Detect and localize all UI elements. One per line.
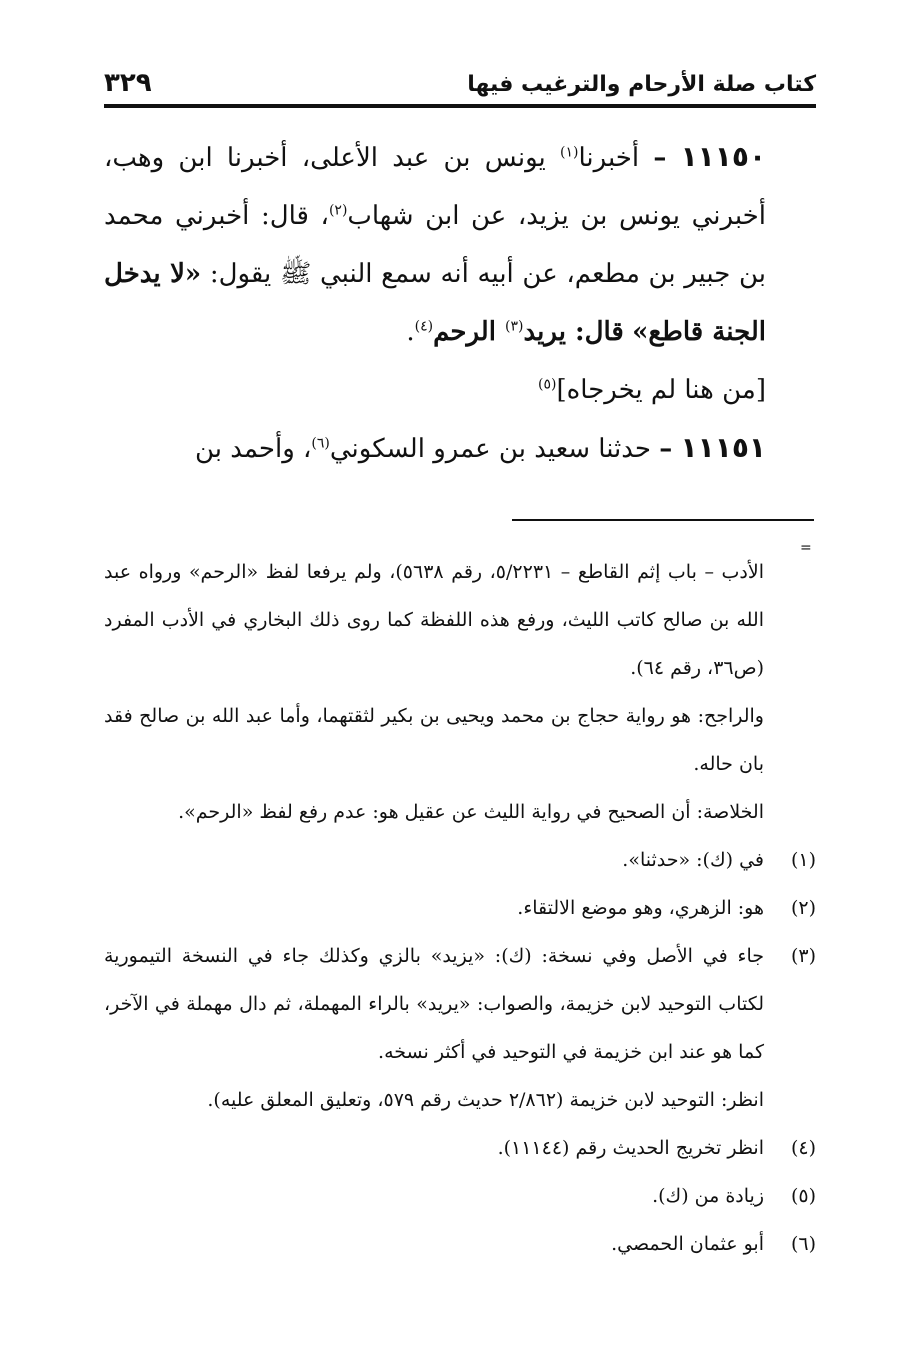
footnote-text: انظر: التوحيد لابن خزيمة (٢/٨٦٢ حديث رقم ٥٧٩، وتعليق المعلق عليه). <box>207 1089 764 1111</box>
dash: – <box>653 143 667 173</box>
footnote <box>104 884 816 932</box>
footnote-number <box>764 1076 816 1124</box>
hadith-text: أخبرنا <box>578 143 640 173</box>
main-text <box>104 128 816 478</box>
footnote-text: انظر تخريج الحديث رقم (١١١٤٤). <box>497 1137 764 1159</box>
footnotes <box>104 548 816 1268</box>
footnote-number: (٦) <box>790 1233 816 1255</box>
editor-insertion <box>104 361 816 419</box>
hadith-number: ١١١٥١ <box>680 431 766 464</box>
hadith-number: ١١١٥٠ <box>680 140 767 173</box>
footnote-ref: (٤) <box>414 318 434 335</box>
footnote-number: (١) <box>790 849 816 871</box>
page-number: ٣٢٩ <box>104 68 152 98</box>
footnote <box>104 1076 816 1124</box>
footnote-text: زيادة من (ك). <box>652 1185 764 1207</box>
footnote <box>104 836 816 884</box>
footnote-ref: (١) <box>559 144 579 161</box>
hadith-text: . <box>406 317 415 347</box>
hadith-text: ، وأحمد بن <box>194 434 312 464</box>
footnote <box>104 1124 816 1172</box>
hadith-text: يونس بن عبد الأعلى، أخبرنا ابن وهب، أخبرني يونس بن يزيد، عن ابن شهاب <box>104 143 766 231</box>
footnote-ref: (٢) <box>328 202 348 219</box>
chapter-title: كتاب صلة الأرحام والترغيب فيها <box>467 72 816 97</box>
footnote-text: في (ك): «حدثنا». <box>622 849 764 871</box>
footnote-separator <box>512 519 814 521</box>
footnote-ref: (٥) <box>538 376 557 393</box>
footnote-number: (٣) <box>790 945 816 967</box>
footnote <box>104 932 816 1076</box>
hadith-11151 <box>104 419 816 478</box>
footnote-ref: (٦) <box>311 435 330 452</box>
footnote-continuation: الأدب – باب إثم القاطع – ٥/٢٢٣١، رقم ٥٦٣٨)، ولم يرفعا لفظ «الرحم» ورواه عبد الله بن صالح كاتب الليث، ورفع هذه اللفظة كما روى ذلك البخاري في الأدب المفرد (ص٣٦، رقم ٦٤). <box>104 561 764 679</box>
footnote-text: أبو عثمان الحمصي. <box>611 1233 764 1255</box>
hadith-text <box>624 317 632 347</box>
hadith-text: حدثنا سعيد بن عمرو السكوني <box>329 434 652 464</box>
prophetic-quote: «لا يدخل الجنة قاطع» <box>104 259 766 347</box>
continuation-mark: = <box>800 540 812 556</box>
footnote <box>104 1220 816 1268</box>
footnote-number: (٥) <box>790 1185 816 1207</box>
footnote-text: هو: الزهري، وهو موضع الالتقاء. <box>517 897 764 919</box>
footnote-continuation: الخلاصة: أن الصحيح في رواية الليث عن عقيل هو: عدم رفع لفظ «الرحم». <box>178 801 764 823</box>
hadith-text: ، قال: أخبرني محمد بن جبير بن مطعم، عن أبيه أنه سمع النبي ﷺ يقول: <box>104 201 767 289</box>
narrator-explanation: الرحم <box>433 317 505 347</box>
dash: – <box>659 434 673 464</box>
footnote-continuation: والراجح: هو رواية حجاج بن محمد ويحيى بن بكير لثقتهما، وأما عبد الله بن صالح فقد بان حاله. <box>104 705 764 775</box>
footnote-text: جاء في الأصل وفي نسخة: (ك): «يزيد» بالزي وكذلك جاء في النسخة التيمورية لكتاب التوحيد لابن خزيمة، والصواب: «يريد» بالراء المهملة، ثم دال مهملة في الآخر، كما هو عند ابن خزيمة في التوحيد في أكثر نسخه. <box>104 945 764 1063</box>
insertion-text: [من هنا لم يخرجاه] <box>556 375 766 405</box>
hadith-11150 <box>104 128 816 361</box>
footnote-ref: (٣) <box>505 318 524 335</box>
footnote-number: (٢) <box>790 897 816 919</box>
narrator-explanation: قال: يريد <box>523 317 624 347</box>
footnote <box>104 1172 816 1220</box>
footnote-number: (٤) <box>790 1137 816 1159</box>
running-header <box>104 68 816 108</box>
